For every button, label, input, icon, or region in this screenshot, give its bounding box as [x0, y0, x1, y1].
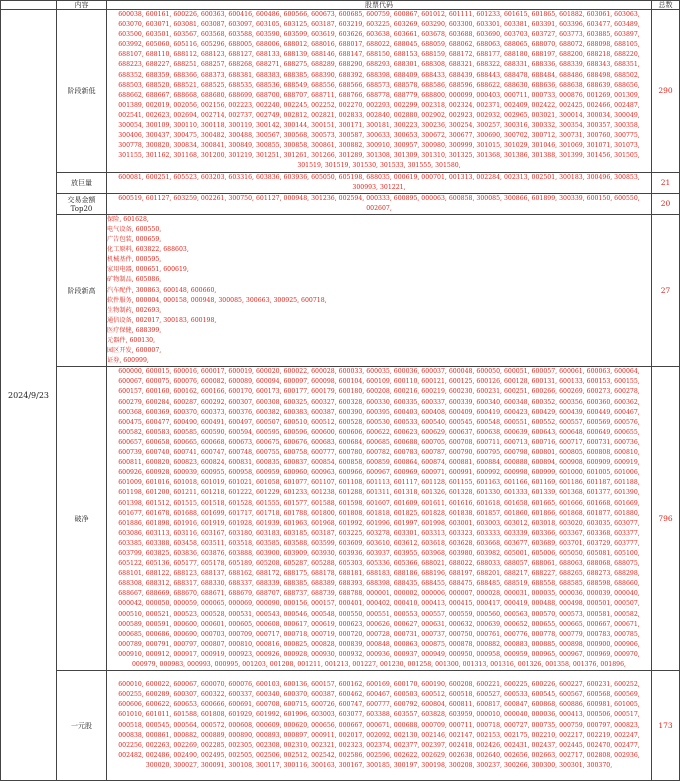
- row-breaknet: [1, 367, 680, 671]
- sector-line: 矿物制品, 605086,: [107, 276, 162, 284]
- sector-line: 家用电器, 000651, 600619,: [107, 266, 189, 274]
- sector-line: 电气设备, 600550,: [107, 225, 162, 233]
- sector-line: 通信设备, 002017, 300183, 600198,: [107, 316, 217, 324]
- sector-line: 元器件, 600130,: [107, 337, 156, 344]
- total-new-low: 290: [652, 10, 680, 173]
- codes-new-low: 600038, 600161, 600226, 600363, 600416, 600486, 600566, 600673, 600685, 600759, 600867, 601012, 601111, 601233, 601615, 601865, 601882, 603061, 603063, 603070, 603071, 603081, 603087, 603097, 603105, 603125, 603187, 603219, 603225, 603269, 603290, 603300, 603301, 603381, 603391, 603396, 603477, 603489, 603500, 603501, 603567, 603568, 603588, 603590, 603599, 603619, 603626, 603638, 603661, 603678, 603688, 603690, 603703, 603727, 603773, 603885, 603897, 603992, 605060, 605116, 605296, 688005, 688006, 688012, 688016, 688017, 688022, 688045, 688059, 688062, 688063, 688065, 688070, 688072, 688098, 688105, 688107, 688110, 688112, 688123, 688127, 688133, 688139, 688146, 688147, 688150, 688153, 688159, 688172, 688177, 688180, 688197, 688200, 688218, 688220, 688223, 688227, 688251, 688257, 688268, 688271, 688275, 688289, 688290, 688293, 688301, 688308, 688321, 688322, 688331, 688336, 688339, 688343, 688351, 688352, 688359, 688366, 688373, 688381, 688383, 688385, 688390, 688392, 688398, 688409, 688433, 688439, 688443, 688478, 688484, 688486, 688498, 688502, 688503, 688520, 688521, 688525, 688535, 688536, 688549, 688556, 688566, 688573, 688578, 688586, 688596, 688622, 688630, 688636, 688638, 688639, 688656, 688662, 688667, 688668, 688680, 688699, 688700, 688707, 688711, 688766, 688778, 688779, 688800, 000099, 000403, 000711, 000733, 000876, 001269, 001309, 001389, 002019, 002056, 002156, 002223, 002240, 002245, 002252, 002270, 002293, 002299, 002318, 002324, 002371, 002409, 002422, 002425, 002466, 002487, 002541, 002623, 002694, 002714, 002737, 002749, 002812, 002821, 002833, 002840, 002880, 002902, 002923, 002932, 002965, 003021, 300014, 300034, 300049, 300054, 300109, 300110, 300118, 300119, 300142, 300144, 300151, 300171, 300181, 300223, 300236, 300254, 300257, 300316, 300332, 300354, 300357, 300358, 300406, 300437, 300475, 300482, 300488, 300567, 300568, 300573, 300587, 300633, 300653, 300672, 300677, 300690, 300702, 300712, 300731, 300760, 300775, 300778, 300820, 300834, 300841, 300849, 300855, 300858, 300861, 300882, 300910, 300957, 300980, 300999, 301015, 301029, 301046, 301069, 301071, 301073, 301155, 301162, 301168, 301200, 301219, 301251, 301261, 301266, 301289, 301308, 301309, 301310, 301325, 301368, 301386, 301388, 301399, 301456, 301505, 301519, 301519, 301530, 301533, 301555, 301580,: [107, 10, 652, 173]
- codes-one-yuan: 600010, 600022, 600067, 600070, 600076, 600103, 600136, 600157, 600162, 600169, 600170, 600190, 600208, 600221, 600225, 600226, 600227, 600231, 600252, 600255, 600289, 600307, 600322, 600337, 600340, 600370, 600387, 600462, 600467, 600503, 600512, 600518, 600527, 600533, 600545, 600567, 600568, 600569, 600606, 600622, 600653, 600666, 600691, 600708, 600715, 600726, 600747, 600777, 600792, 600804, 600811, 600817, 600847, 600868, 600886, 600981, 601005, 601010, 601011, 601588, 601808, 601929, 601992, 601996, 603003, 603077, 603388, 603557, 603828, 603959, 000010, 000040, 000036, 000413, 000506, 000517, 000518, 000545, 000564, 000572, 000608, 000609, 000620, 000656, 000667, 000671, 000688, 000709, 000711, 000718, 000727, 000735, 000759, 000797, 000823, 000838, 000861, 000882, 000889, 000890, 000893, 000897, 000911, 002017, 002092, 002130, 002146, 002147, 002153, 002175, 002210, 002217, 002219, 002247, 002256, 002263, 002269, 002285, 002305, 002308, 002310, 002321, 002323, 002374, 002377, 002397, 002418, 002426, 002431, 002437, 002445, 002470, 002477, 002482, 002486, 002490, 002495, 002505, 002506, 002512, 002542, 002586, 002596, 002622, 002629, 002638, 002640, 002656, 002663, 002717, 002808, 002936, 300020, 300027, 300091, 300108, 300117, 300116, 300163, 300167, 300185, 300197, 300198, 300208, 300237, 300266, 300300, 300301, 300370,: [107, 671, 652, 781]
- total-one-yuan: 173: [652, 671, 680, 781]
- row-new-high: [1, 214, 680, 366]
- header-blank: [1, 1, 57, 10]
- row-volume: [1, 172, 680, 193]
- header-content: 内容: [57, 1, 107, 10]
- header-row: [1, 1, 680, 10]
- sector-line: 软件服务, 000004, 000158, 000948, 300085, 300663, 300925, 600718,: [107, 296, 327, 304]
- category-new-low: 阶段新低: [57, 10, 107, 173]
- sector-line: 化工原料, 603822, 688603,: [107, 246, 189, 254]
- codes-volume: 600081, 600251, 605523, 603203, 603316, 603836, 603936, 605050, 605198, 688035, 000619, 000701, 001313, 002284, 002313, 002501, 300183, 300496, 300853, 300993, 301221,: [107, 172, 652, 193]
- category-new-high: 阶段新高: [57, 214, 107, 366]
- category-one-yuan: 一元股: [57, 671, 107, 781]
- header-total: 总数: [652, 1, 680, 10]
- total-breaknet: 796: [652, 367, 680, 671]
- total-volume: 21: [652, 172, 680, 193]
- codes-breaknet: 600000, 600015, 600016, 600017, 600019, 600020, 600022, 600028, 600033, 600035, 600036, 600037, 600048, 600050, 600051, 600057, 600061, 600063, 600064, 600067, 600075, 600076, 600082, 600089, 600094, 600097, 600098, 600104, 600109, 600110, 600121, 600125, 600126, 600128, 600131, 600133, 600153, 600155, 600157, 600160, 600162, 600166, 600170, 600173, 600177, 600179, 600180, 600208, 600216, 600219, 600230, 600231, 600251, 600266, 600269, 600273, 600278, 600279, 600284, 600287, 600292, 600307, 600308, 600325, 600327, 600328, 600330, 600335, 600337, 600339, 600340, 600348, 600352, 600356, 600360, 600362, 600368, 600369, 600370, 600373, 600376, 600382, 600383, 600387, 600390, 600395, 600403, 600408, 600409, 600419, 600423, 600429, 600439, 600449, 600467, 600475, 600477, 600490, 600491, 600497, 600507, 600510, 600512, 600528, 600530, 600533, 600540, 600545, 600548, 600551, 600552, 600557, 600569, 600576, 600582, 600583, 600585, 600590, 600594, 600595, 600596, 600600, 600606, 600622, 600623, 600629, 600637, 600638, 600639, 600643, 600648, 600649, 600655, 600657, 600658, 600665, 600668, 600673, 600675, 600676, 600683, 600684, 600685, 600688, 600705, 600708, 600711, 600713, 600716, 600717, 600731, 600736, 600739, 600740, 600741, 600747, 600748, 600755, 600758, 600777, 600780, 600782, 600783, 600787, 600790, 600795, 600798, 600801, 600805, 600808, 600810, 600811, 600820, 600823, 600824, 600831, 600835, 600837, 600854, 600858, 600859, 600864, 600874, 600881, 600884, 600888, 600894, 600908, 600909, 600919, 600926, 600928, 600939, 600955, 600958, 600959, 600960, 600963, 600966, 600967, 600969, 600971, 600991, 600992, 600998, 600999, 601000, 601005, 601006, 601009, 601016, 601018, 601019, 601021, 601058, 601077, 601107, 601108, 601113, 601117, 601128, 601155, 601163, 601166, 601169, 601186, 601187, 601188, 601198, 601200, 601211, 601218, 601222, 601229, 601233, 601238, 601288, 601311, 601318, 601326, 601328, 601330, 601333, 601339, 601368, 601377, 601390, 601398, 601512, 601515, 601518, 601528, 601555, 601577, 601588, 601598, 601607, 601609, 601611, 601616, 601618, 601658, 601665, 601666, 601668, 601669, 601677, 601678, 601688, 601699, 601717, 601718, 601788, 601800, 601808, 601818, 601825, 601828, 601838, 601857, 601860, 601866, 601868, 601877, 601880, 601886, 601898, 601916, 601919, 601928, 601939, 601963, 601968, 601992, 601996, 601997, 601998, 603001, 603003, 603012, 603018, 603020, 603035, 603077, 603086, 603113, 603116, 603167, 603180, 603183, 603185, 603187, 603225, 603278, 603301, 603313, 603323, 603333, 603339, 603366, 603367, 603368, 603377, 603385, 603388, 603458, 603511, 603518, 603585, 603588, 603599, 603609, 603610, 603612, 603618, 603628, 603668, 603677, 603689, 603701, 603729, 603777, 603799, 603825, 603836, 603876, 603888, 603900, 603909, 603930, 603936, 603937, 603955, 603968, 603980, 603982, 605001, 605006, 605050, 605081, 605100, 605122, 605136, 605177, 605178, 605189, 605208, 605287, 605288, 605303, 605336, 605366, 688021, 688022, 688033, 688057, 688061, 688063, 688068, 688075, 688101, 688122, 688123, 688137, 688162, 688172, 688175, 688178, 688181, 688183, 688186, 688196, 688197, 688201, 688217, 688227, 688265, 688273, 688298, 688308, 688312, 688317, 688330, 688337, 688339, 688385, 688389, 688393, 688398, 688435, 688455, 688475, 688485, 688519, 688558, 688585, 688598, 688660, 688667, 688669, 688670, 688671, 688679, 688707, 688737, 688739, 688788, 000001, 000002, 000006, 000007, 000028, 000031, 000035, 000036, 000039, 000040, 000042, 000050, 000059, 000065, 000069, 000090, 000156, 000157, 000401, 000402, 000410, 000413, 000415, 000417, 000419, 000488, 000498, 000501, 000507, 000510, 000521, 000523, 000528, 000531, 000543, 000546, 000548, 000550, 000551, 000553, 000557, 000559, 000560, 000563, 000570, 000573, 000581, 000582, 000589, 000591, 000600, 000601, 000605, 000608, 000617, 000619, 000623, 000626, 000627, 000631, 000632, 000639, 000652, 000655, 000665, 000667, 000671, 000685, 000686, 000690, 000703, 000709, 000717, 000718, 000719, 000720, 000728, 000731, 000737, 000750, 000761, 000776, 000778, 000779, 000783, 000785, 000789, 000791, 000797, 000807, 000810, 000816, 000825, 000828, 000839, 000848, 000863, 000875, 000878, 000882, 000883, 000885, 000898, 000900, 000906, 000910, 000912, 000917, 000919, 000923, 000926, 000928, 000930, 000932, 000936, 000937, 000949, 000950, 000958, 000959, 000965, 000967, 000969, 000970, 000979, 000983, 000993, 000995, 001203, 001208, 001211, 001213, 001227, 001230, 001258, 001300, 001313, 001316, 001326, 001358, 001376, 001896,: [107, 367, 652, 671]
- sector-line: 园区开发, 600007,: [107, 347, 162, 355]
- total-new-high: 27: [652, 214, 680, 366]
- header-codes: 股票代码: [107, 1, 652, 10]
- sector-line: 生物制药, 002693,: [107, 306, 162, 314]
- date-cell: 2024/9/23: [1, 10, 57, 781]
- category-top20: 交易金额Top20: [57, 193, 107, 214]
- category-breaknet: 破净: [57, 367, 107, 671]
- category-volume: 放巨量: [57, 172, 107, 193]
- row-one-yuan: [1, 671, 680, 781]
- sector-line: 汽车配件, 300863, 600148, 600660,: [107, 286, 217, 294]
- sector-line: 广告包装, 000659,: [107, 236, 162, 244]
- codes-new-high: [107, 214, 652, 366]
- total-top20: 20: [652, 193, 680, 214]
- row-new-low: [1, 10, 680, 173]
- row-top20: [1, 193, 680, 214]
- sector-line: 保险, 601628,: [107, 215, 149, 223]
- sector-line: 证券, 600999,: [107, 357, 149, 365]
- codes-top20: 600519, 601127, 603259, 002261, 300750, 601127, 000948, 301236, 002594, 000333, 600895, 000063, 600858, 300085, 300866, 601899, 300339, 600150, 600550, 002607,: [107, 193, 652, 214]
- sector-line: 医疗保健, 688399,: [107, 326, 162, 334]
- sector-line: 机械基件, 000595,: [107, 256, 162, 264]
